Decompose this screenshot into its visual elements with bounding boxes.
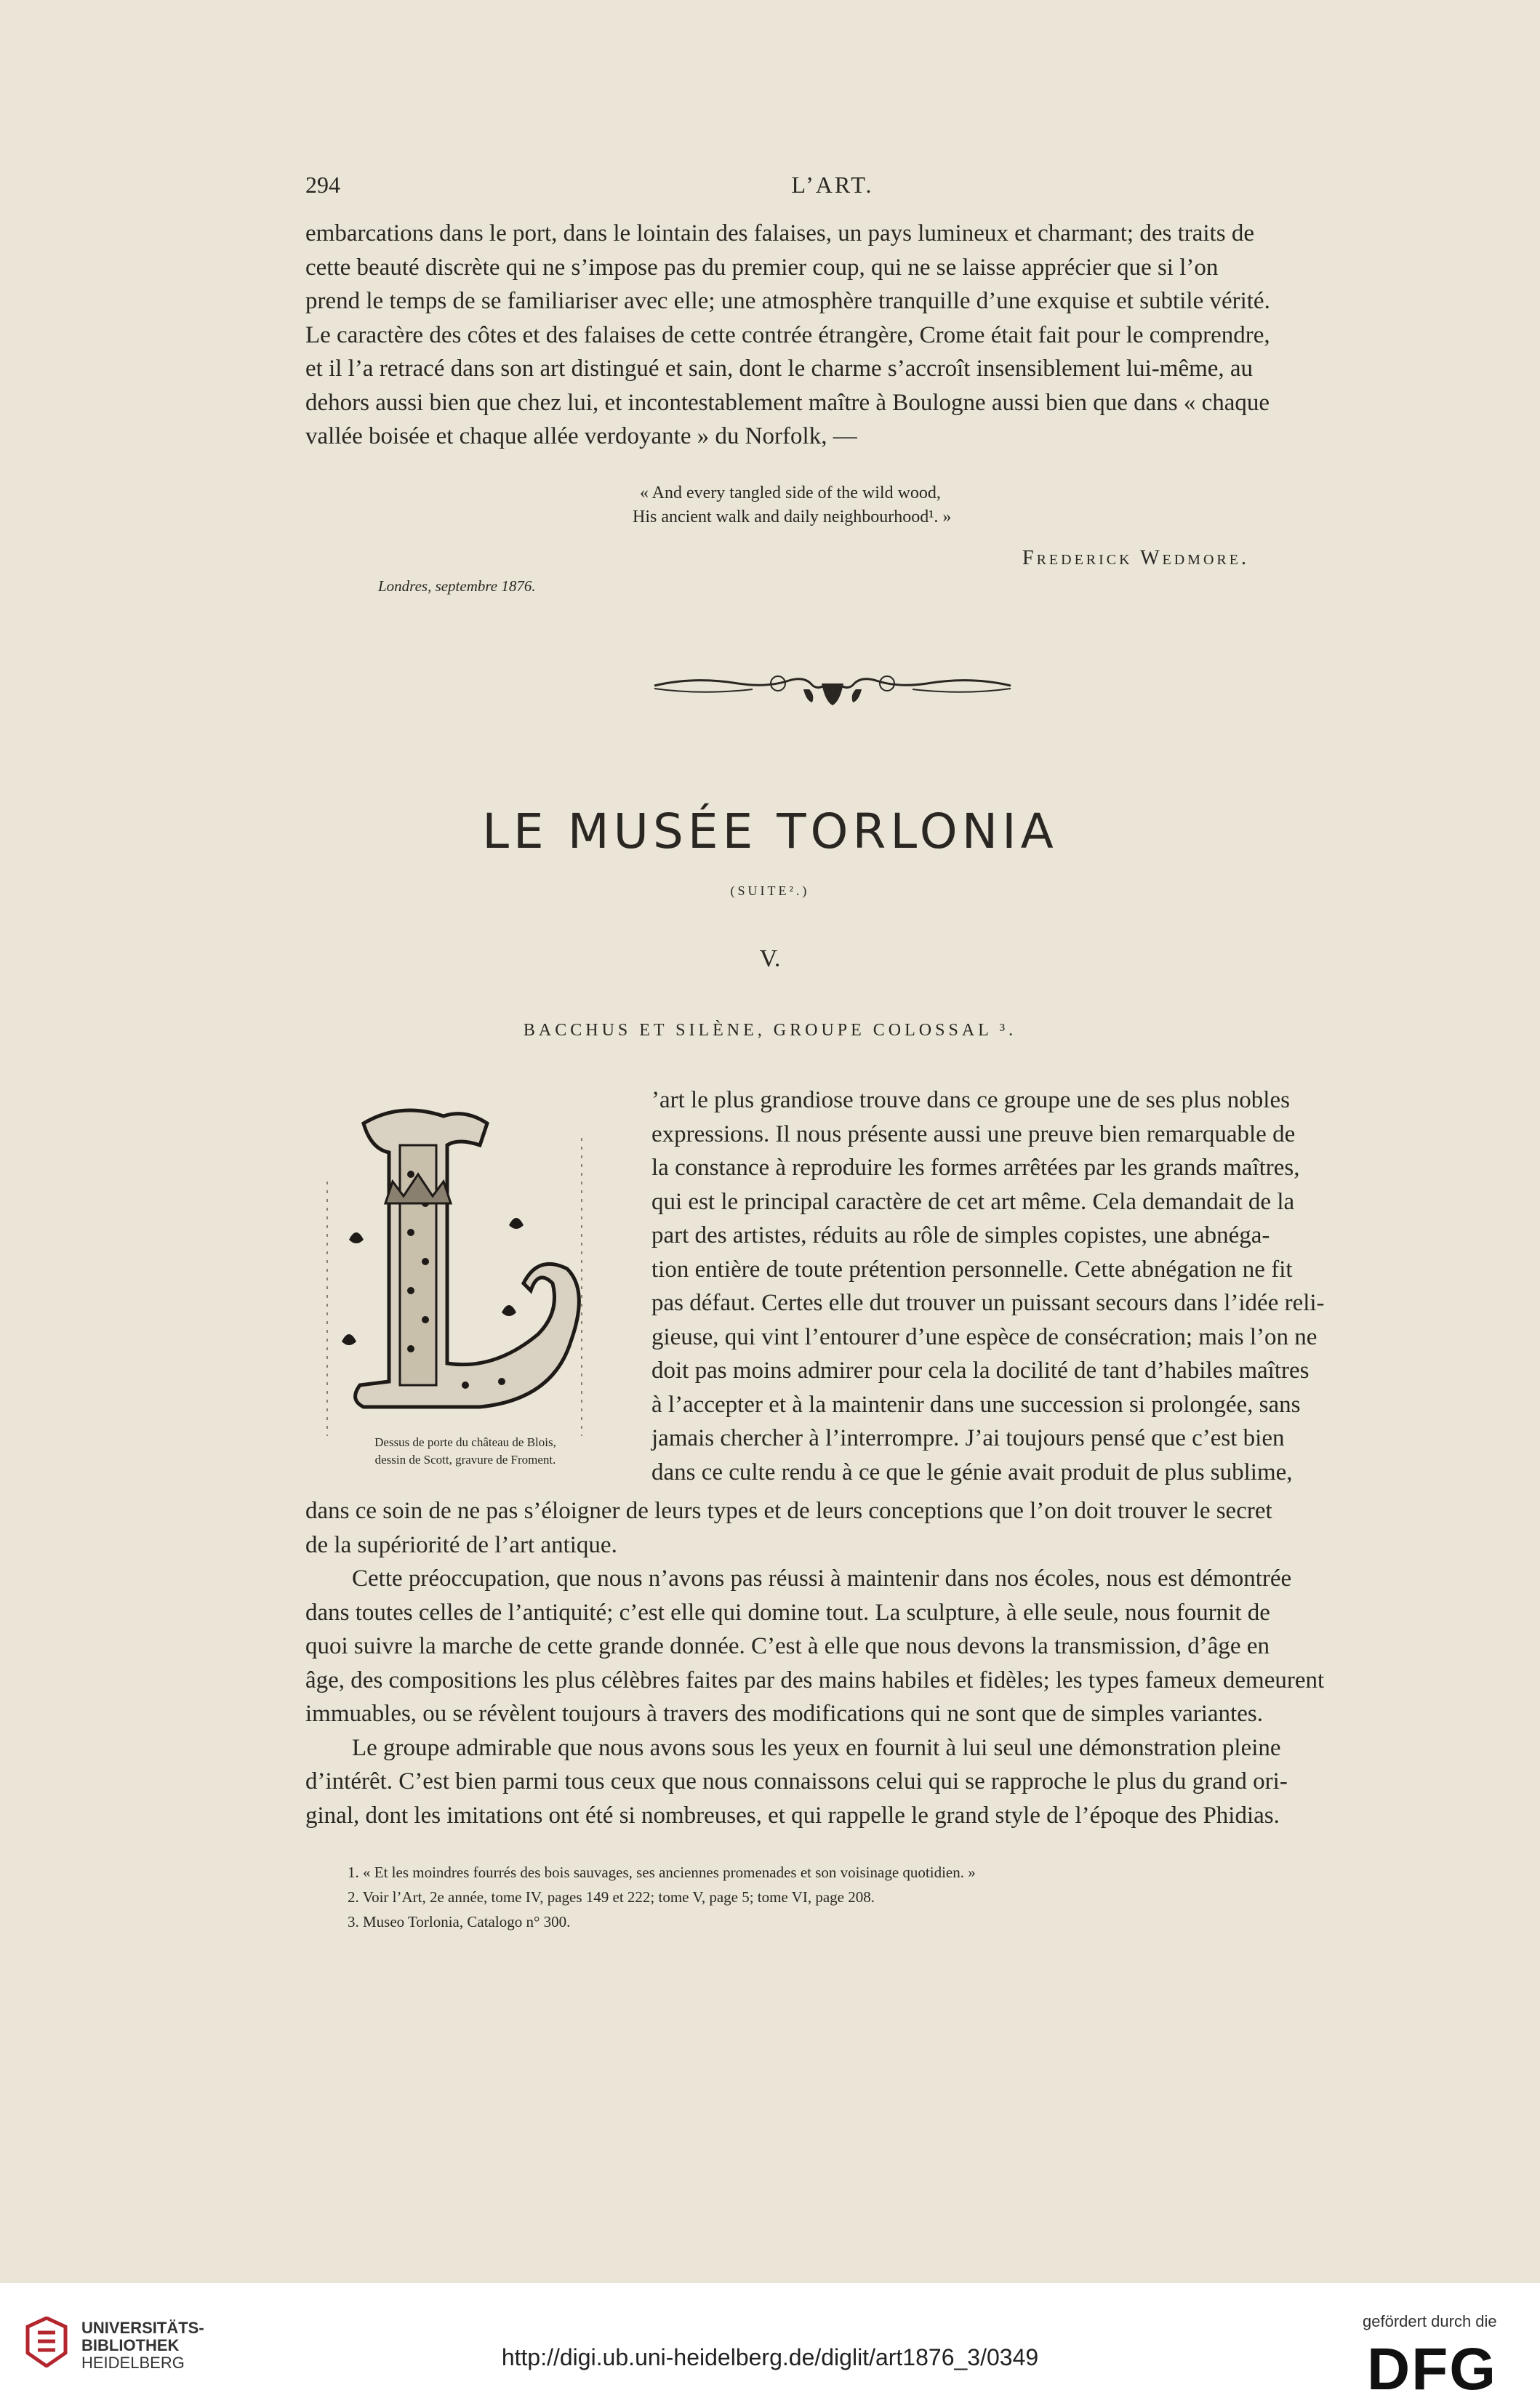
footnote: 2. Voir l’Art, 2e année, tome IV, pages 149 et 222; tome V, page 5; tome VI, page 208. bbox=[348, 1888, 875, 1906]
text-line: quoi suivre la marche de cette grande donnée. C’est à elle que nous devons la transmission, d’âge en bbox=[305, 1633, 1270, 1659]
text-line: expressions. Il nous présente aussi une preuve bien remarquable de bbox=[651, 1120, 1296, 1147]
dfg-logo[interactable]: DFG bbox=[1367, 2336, 1498, 2402]
text-line: dans ce culte rendu à ce que le génie avait produit de plus sublime, bbox=[651, 1459, 1293, 1485]
text-line: pas défaut. Certes elle dut trouver un puissant secours dans l’idée reli- bbox=[651, 1290, 1325, 1316]
intro-paragraph bbox=[305, 217, 1360, 454]
author-signature: Frederick Wedmore. bbox=[1022, 547, 1249, 569]
library-line: UNIVERSITÄTS- bbox=[81, 2319, 204, 2337]
text-line: d’intérêt. C’est bien parmi tous ceux que nous connaissons celui qui se rapproche le plus du grand ori- bbox=[305, 1768, 1288, 1795]
page-number: 294 bbox=[305, 172, 340, 198]
text-line: Le groupe admirable que nous avons sous les yeux en fournit à lui seul une démonstration pleine bbox=[352, 1734, 1281, 1761]
text-line: dans ce soin de ne pas s’éloigner de leurs types et de leurs conceptions que l’on doit trouver le secret bbox=[305, 1498, 1272, 1524]
column-paragraph bbox=[651, 1083, 1360, 1489]
text-line: la constance à reproduire les formes arrêtées par les grands maîtres, bbox=[651, 1155, 1300, 1181]
text-line: qui est le principal caractère de cet art même. Cela demandait de la bbox=[651, 1188, 1295, 1215]
text-line: dans toutes celles de l’antiquité; c’est elle qui domine tout. La sculpture, à elle seule, nous fournit de bbox=[305, 1599, 1270, 1626]
footnote: 3. Museo Torlonia, Catalogo n° 300. bbox=[348, 1913, 571, 1930]
library-line: HEIDELBERG bbox=[81, 2354, 185, 2372]
ornament-divider-icon bbox=[651, 662, 1014, 710]
text-line: Cette préoccupation, que nous n’avons pas réussi à maintenir dans nos écoles, nous est démontrée bbox=[352, 1565, 1292, 1592]
text-line: ’art le plus grandiose trouve dans ce groupe une de ses plus nobles bbox=[651, 1087, 1290, 1113]
footnotes bbox=[348, 1860, 976, 1934]
permalink-url[interactable]: http://digi.ub.uni-heidelberg.de/diglit/art1876_3/0349 bbox=[501, 2344, 1039, 2370]
running-title: L’ART. bbox=[791, 172, 874, 198]
caption-line: Dessus de porte du château de Blois, bbox=[374, 1435, 556, 1449]
text-line: prend le temps de se familiariser avec elle; une atmosphère tranquille d’une exquise et subtile vérité. bbox=[305, 288, 1270, 314]
text-line: immuables, ou se révèlent toujours à travers des modifications qui ne sont que de simples variantes. bbox=[305, 1701, 1263, 1727]
text-line: cette beauté discrète qui ne s’impose pas du premier coup, qui ne se laisse apprécier que si l’on bbox=[305, 254, 1219, 281]
article-suite: (SUITE².) bbox=[730, 883, 810, 898]
text-line: ginal, dont les imitations ont été si nombreuses, et qui rappelle le grand style de l’époque des Phidias. bbox=[305, 1802, 1280, 1829]
text-line: part des artistes, réduits au rôle de simples copistes, une abnéga- bbox=[651, 1222, 1270, 1248]
text-line: de la supériorité de l’art antique. bbox=[305, 1531, 617, 1558]
page-header bbox=[305, 172, 1360, 208]
text-line: gieuse, qui vint l’entourer d’une espèce de consécration; mais l’on ne bbox=[651, 1323, 1318, 1350]
decorated-initial-L-icon bbox=[320, 1094, 589, 1443]
funding-label: gefördert durch die bbox=[1363, 2312, 1497, 2330]
library-line: BIBLIOTHEK bbox=[81, 2336, 180, 2354]
text-line: doit pas moins admirer pour cela la docilité de tant d’habiles maîtres bbox=[651, 1358, 1310, 1384]
main-paragraphs bbox=[305, 1494, 1360, 1832]
place-date: Londres, septembre 1876. bbox=[378, 577, 536, 595]
verse-quote bbox=[633, 481, 1040, 529]
quote-line: « And every tangled side of the wild wood, bbox=[640, 484, 941, 502]
text-line: dehors aussi bien que chez lui, et incontestablement maître à Boulogne aussi bien que dans « chaque bbox=[305, 389, 1270, 416]
section-subheading: BACCHUS ET SILÈNE, GROUPE COLOSSAL ³. bbox=[523, 1021, 1017, 1040]
quote-line: His ancient walk and daily neighbourhood¹. » bbox=[633, 508, 952, 526]
text-line: jamais chercher à l’interrompre. J’ai toujours pensé que c’est bien bbox=[651, 1425, 1285, 1451]
caption-line: dessin de Scott, gravure de Froment. bbox=[374, 1453, 556, 1467]
text-line: âge, des compositions les plus célèbres faites par des mains habiles et fidèles; les types fameux demeurent bbox=[305, 1667, 1325, 1693]
illustration-caption bbox=[320, 1434, 611, 1469]
text-line: à l’accepter et à la maintenir dans une succession si prolongée, sans bbox=[651, 1391, 1301, 1418]
footnote: 1. « Et les moindres fourrés des bois sauvages, ses anciennes promenades et son voisinage quotidien. » bbox=[348, 1864, 976, 1881]
article-title: LE MUSÉE TORLONIA bbox=[482, 803, 1058, 859]
text-line: tion entière de toute prétention personnelle. Cette abnégation ne fit bbox=[651, 1256, 1293, 1283]
text-line: Le caractère des côtes et des falaises de cette contrée étrangère, Crome était fait pour le comprendre, bbox=[305, 321, 1270, 348]
text-line: vallée boisée et chaque allée verdoyante » du Norfolk, — bbox=[305, 423, 857, 449]
text-line: embarcations dans le port, dans le lointain des falaises, un pays lumineux et charmant; des traits de bbox=[305, 220, 1254, 246]
section-number: V. bbox=[759, 945, 781, 972]
text-line: et il l’a retracé dans son art distingué et sain, dont le charme s’accroît insensiblement lui-même, au bbox=[305, 356, 1254, 382]
